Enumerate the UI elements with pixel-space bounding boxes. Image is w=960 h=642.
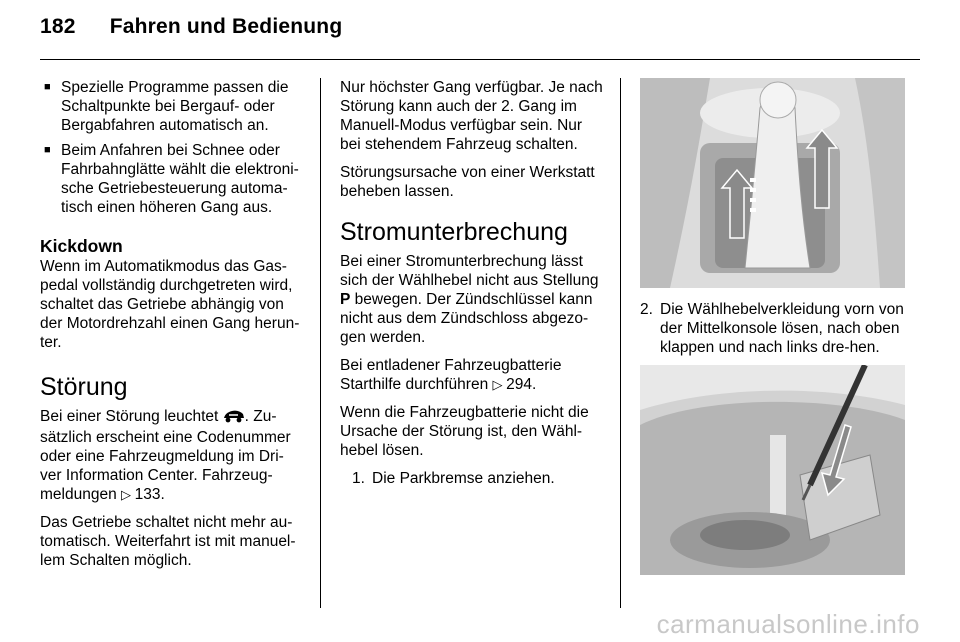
bullet-text: Beim Anfahren bei Schnee oder Fahrbahnglätte wählt die elektroni-sche Getriebesteuerung automa-tisch einen höheren Gang aus. — [61, 142, 299, 216]
page-title: Fahren und Bedienung — [109, 15, 343, 38]
paragraph: Nur höchster Gang verfügbar. Je nach Störung kann auch der 2. Gang im Manuell-Modus verfügbar sein. Nur bei stehendem Fahrzeug schalten. — [340, 79, 603, 153]
column-divider-2 — [620, 78, 621, 608]
paragraph: Störungsursache von einer Werkstatt beheben lassen. — [340, 164, 595, 200]
watermark: carmanualsonline.info — [656, 609, 920, 639]
column-3 — [640, 78, 905, 575]
step-1: 1. Die Parkbremse anziehen. — [352, 470, 555, 487]
gear-selector-illustration — [640, 78, 905, 288]
lever-cover-removal-illustration — [640, 365, 905, 575]
bullet-icon: ■ — [44, 81, 51, 93]
kickdown-heading: Kickdown — [40, 236, 123, 256]
paragraph: Bei entladener Fahrzeugbatterie Starthilfe durchführen ▷ 294. — [340, 357, 562, 393]
stoerung-paragraph-1: Bei einer Störung leuchtet . Zu-sätzlich erscheint eine Codenummer oder eine Fahrzeugmeldung im Dri-ver Information Center. Fahrzeug-meldungen ▷ 133. — [40, 408, 291, 503]
column-divider-1 — [320, 78, 321, 608]
page-reference-arrow-icon: ▷ — [492, 377, 507, 392]
bullet-text: Spezielle Programme passen die Schaltpunkte bei Bergauf- oder Bergabfahren automatisch an. — [61, 79, 289, 134]
bullet-icon: ■ — [44, 144, 51, 156]
stoerung-heading: Störung — [40, 373, 128, 401]
header-rule — [40, 59, 920, 60]
list-item — [40, 78, 305, 135]
page-reference-arrow-icon: ▷ — [121, 487, 135, 502]
stoerung-paragraph-2: Das Getriebe schaltet nicht mehr au-tomatisch. Weiterfahrt ist mit manuel-lem Schalten möglich. — [40, 514, 296, 569]
paragraph: Bei einer Stromunterbrechung lässt sich der Wählhebel nicht aus Stellung P bewegen. Der Zündschlüssel kann nicht aus dem Zündschloss abgezo-gen werden. — [340, 253, 599, 346]
list-item — [40, 141, 305, 217]
page-header — [40, 15, 342, 39]
car-transmission-warning-icon — [223, 409, 245, 428]
column-2 — [340, 78, 603, 488]
step-2: 2. Die Wählhebelverkleidung vorn von der Mittelkonsole lösen, nach oben klappen und nach links dre-hen. — [640, 301, 904, 356]
stromunterbrechung-heading: Stromunterbrechung — [340, 218, 568, 246]
kickdown-text: Wenn im Automatikmodus das Gas-pedal vollständig durchgetreten wird, schaltet das Getriebe abhängig von der Motordrehzahl einen Gang herun-ter. — [40, 258, 300, 351]
paragraph: Wenn die Fahrzeugbatterie nicht die Ursache der Störung ist, den Wähl-hebel lösen. — [340, 404, 589, 459]
page-number: 182 — [40, 15, 76, 38]
column-1 — [40, 78, 305, 579]
